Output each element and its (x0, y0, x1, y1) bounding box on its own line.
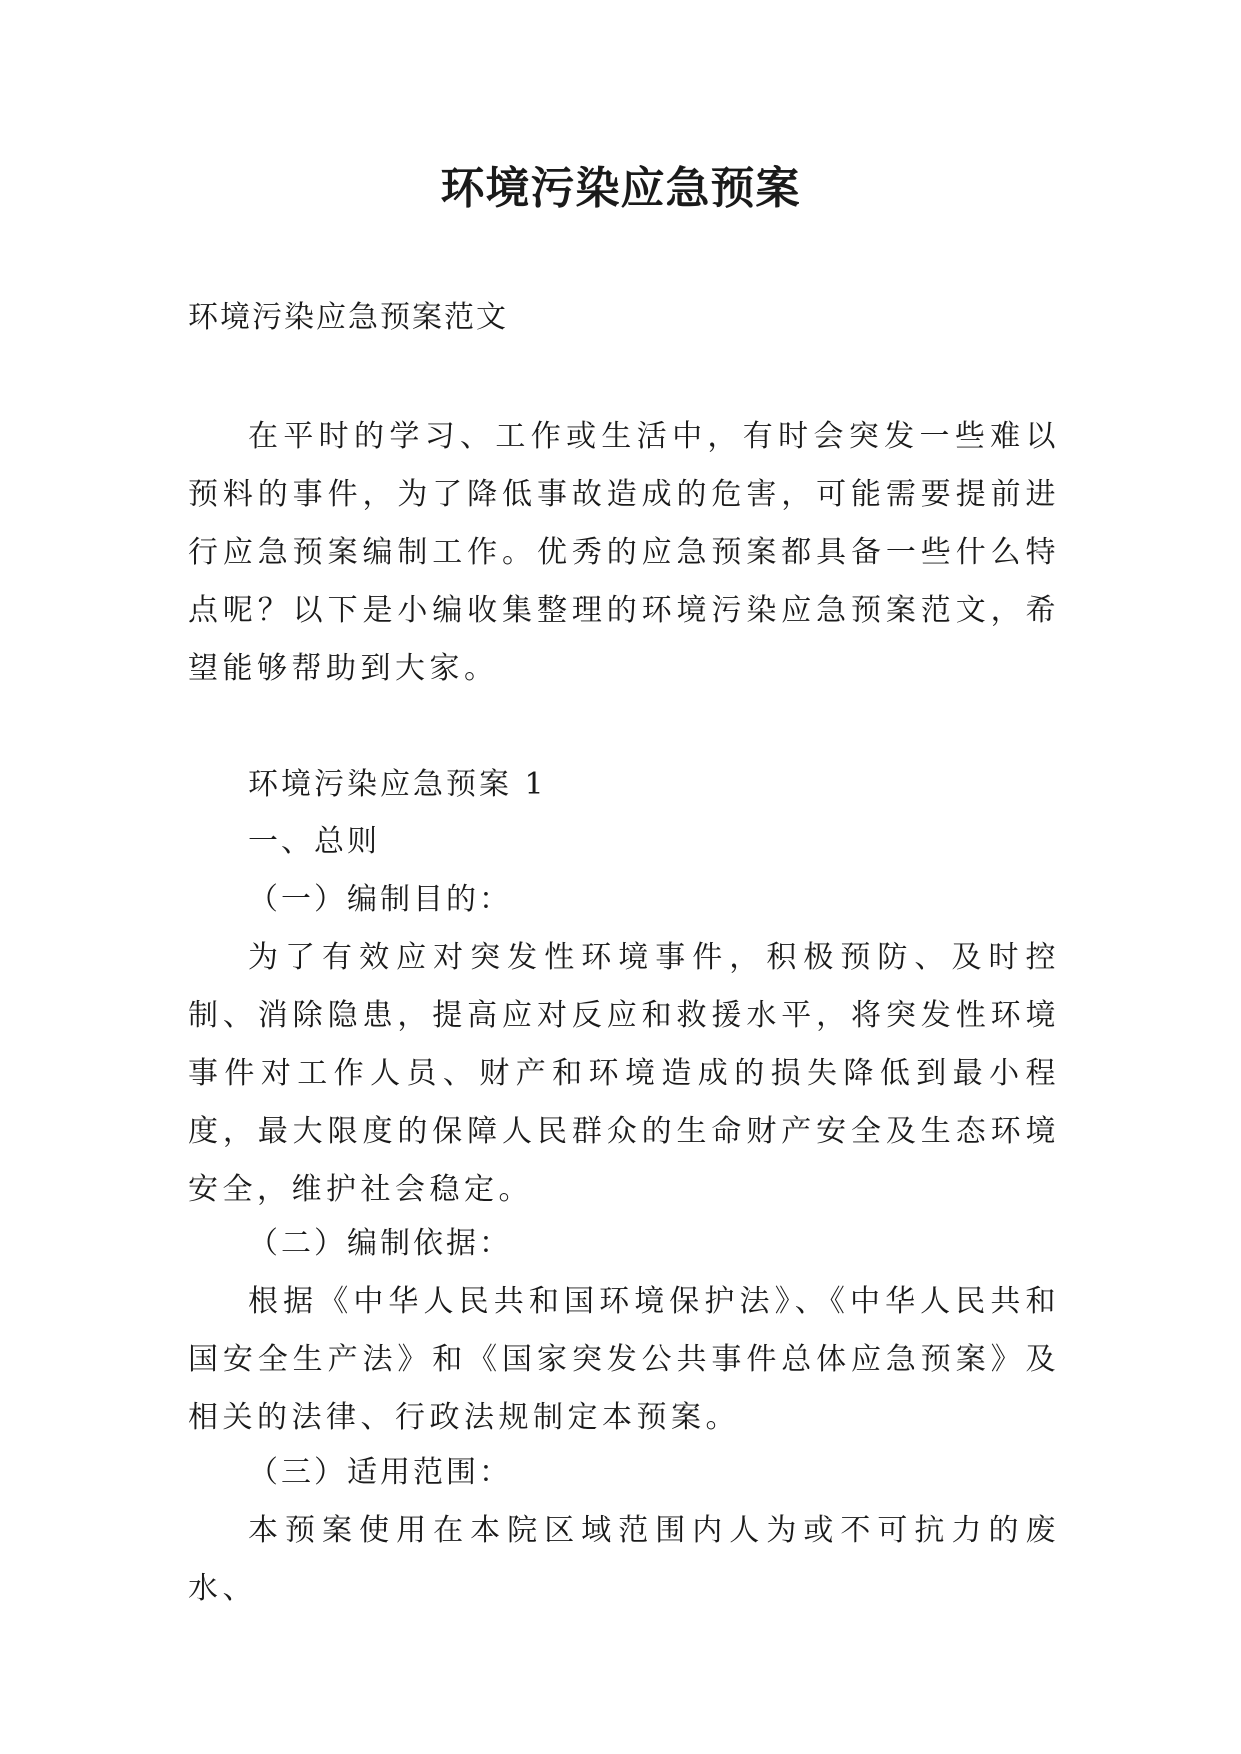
section-title: 环境污染应急预案 1 (248, 767, 547, 802)
document-subtitle: 环境污染应急预案范文 (188, 300, 508, 335)
chapter-heading-general: 一、总则 (248, 824, 380, 859)
intro-paragraph: 在平时的学习、工作或生活中，有时会突发一些难以预料的事件，为了降低事故造成的危害，可能需要提前进行应急预案编制工作。优秀的应急预案都具备一些什么特点呢？以下是小编收集整理的环境污染应急预案范文，希望能够帮助到大家。 (188, 419, 1060, 686)
purpose-paragraph: 为了有效应对突发性环境事件，积极预防、及时控制、消除隐患，提高应对反应和救援水平，将突发性环境事件对工作人员、财产和环境造成的损失降低到最小程度，最大限度的保障人民群众的生命财产安全及生态环境安全，维护社会稳定。 (188, 940, 1060, 1207)
scope-paragraph: 本预案使用在本院区域范围内人为或不可抗力的废水、 (188, 1513, 1060, 1606)
document-title: 环境污染应急预案 (440, 163, 801, 214)
scope-heading: （三）适用范围： (248, 1455, 512, 1490)
purpose-heading: （一）编制目的： (248, 882, 512, 917)
basis-heading: （二）编制依据： (248, 1226, 512, 1261)
basis-paragraph: 根据《中华人民共和国环境保护法》、《中华人民共和国安全生产法》和《国家突发公共事件总体应急预案》及相关的法律、行政法规制定本预案。 (188, 1284, 1060, 1435)
